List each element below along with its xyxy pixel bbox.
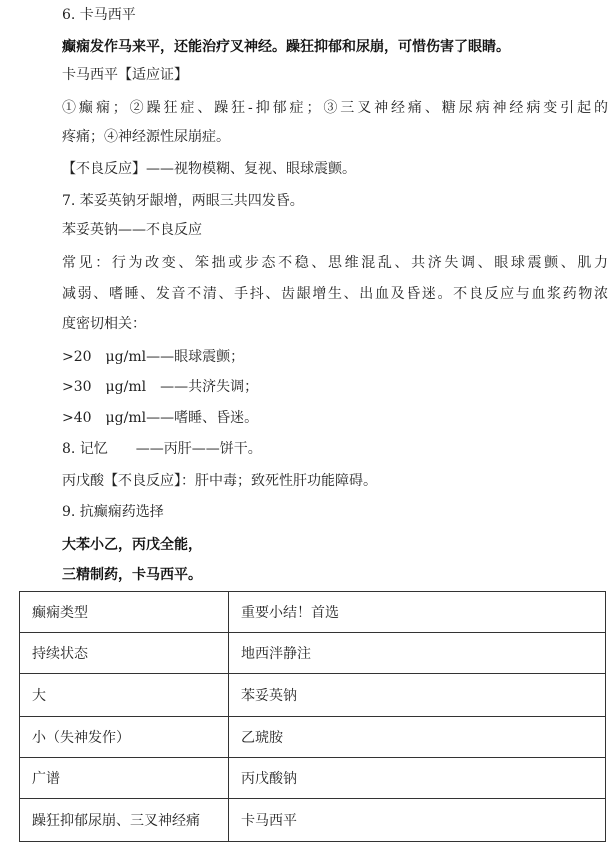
section-8-heading: 8. 记忆 ——丙肝——饼干。	[62, 441, 262, 457]
phenytoin-common-line-2: 减弱、嗜睡、发音不清、手抖、齿龈增生、出血及昏迷。不良反应与血浆药物浓	[62, 286, 608, 302]
table-row	[20, 592, 606, 633]
table-row	[20, 758, 606, 799]
indications-line-1: ①癫痫；②躁狂症、躁狂-抑郁症；③三叉神经痛、糖尿病神经病变引起的	[62, 100, 608, 116]
table-cell: 持续状态	[20, 633, 229, 674]
section-9-mnemonic-2: 三精制药，卡马西平。	[62, 567, 202, 583]
table-cell: 卡马西平	[229, 799, 606, 842]
table-cell: 癫痫类型	[20, 592, 229, 633]
table-row	[20, 674, 606, 717]
table-cell: 丙戊酸钠	[229, 758, 606, 799]
section-6-heading: 6. 卡马西平	[62, 7, 136, 23]
section-6-mnemonic: 癫痫发作马来平，还能治疗叉神经。躁狂抑郁和尿崩，可惜伤害了眼睛。	[62, 39, 510, 55]
section-9-heading: 9. 抗癫痫药选择	[62, 504, 164, 520]
phenytoin-common-line-3: 度密切相关：	[62, 316, 146, 332]
table-cell: 广谱	[20, 758, 229, 799]
table-cell: 重要小结！首选	[229, 592, 606, 633]
table-cell: 躁狂抑郁尿崩、三叉神经痛	[20, 799, 229, 842]
valproate-adverse: 丙戊酸【不良反应】：肝中毒；致死性肝功能障碍。	[62, 473, 377, 489]
phenytoin-adverse-title: 苯妥英钠——不良反应	[62, 222, 202, 238]
table-cell: 大	[20, 674, 229, 717]
table-cell: 乙琥胺	[229, 717, 606, 758]
table-cell: 地西泮静注	[229, 633, 606, 674]
table-cell: 小（失神发作）	[20, 717, 229, 758]
plasma-level-30: >30 μg/ml ——共济失调；	[62, 379, 259, 395]
plasma-level-40: >40 μg/ml——嗜睡、昏迷。	[62, 410, 259, 426]
indications-line-2: 疼痛；④神经源性尿崩症。	[62, 129, 230, 145]
table-row	[20, 799, 606, 842]
epilepsy-drug-table	[19, 591, 606, 842]
indications-title: 卡马西平【适应证】	[62, 67, 188, 83]
plasma-level-20: >20 μg/ml——眼球震颤；	[62, 349, 245, 365]
table-row	[20, 633, 606, 674]
section-9-mnemonic-1: 大苯小乙，丙戊全能，	[62, 537, 202, 553]
carbamazepine-adverse: 【不良反应】——视物模糊、复视、眼球震颤。	[62, 161, 356, 177]
table-row	[20, 717, 606, 758]
section-7-heading: 7. 苯妥英钠牙龈增，两眼三共四发昏。	[62, 193, 304, 209]
phenytoin-common-line-1: 常见：行为改变、笨拙或步态不稳、思维混乱、共济失调、眼球震颤、肌力	[62, 255, 608, 271]
table-cell: 苯妥英钠	[229, 674, 606, 717]
